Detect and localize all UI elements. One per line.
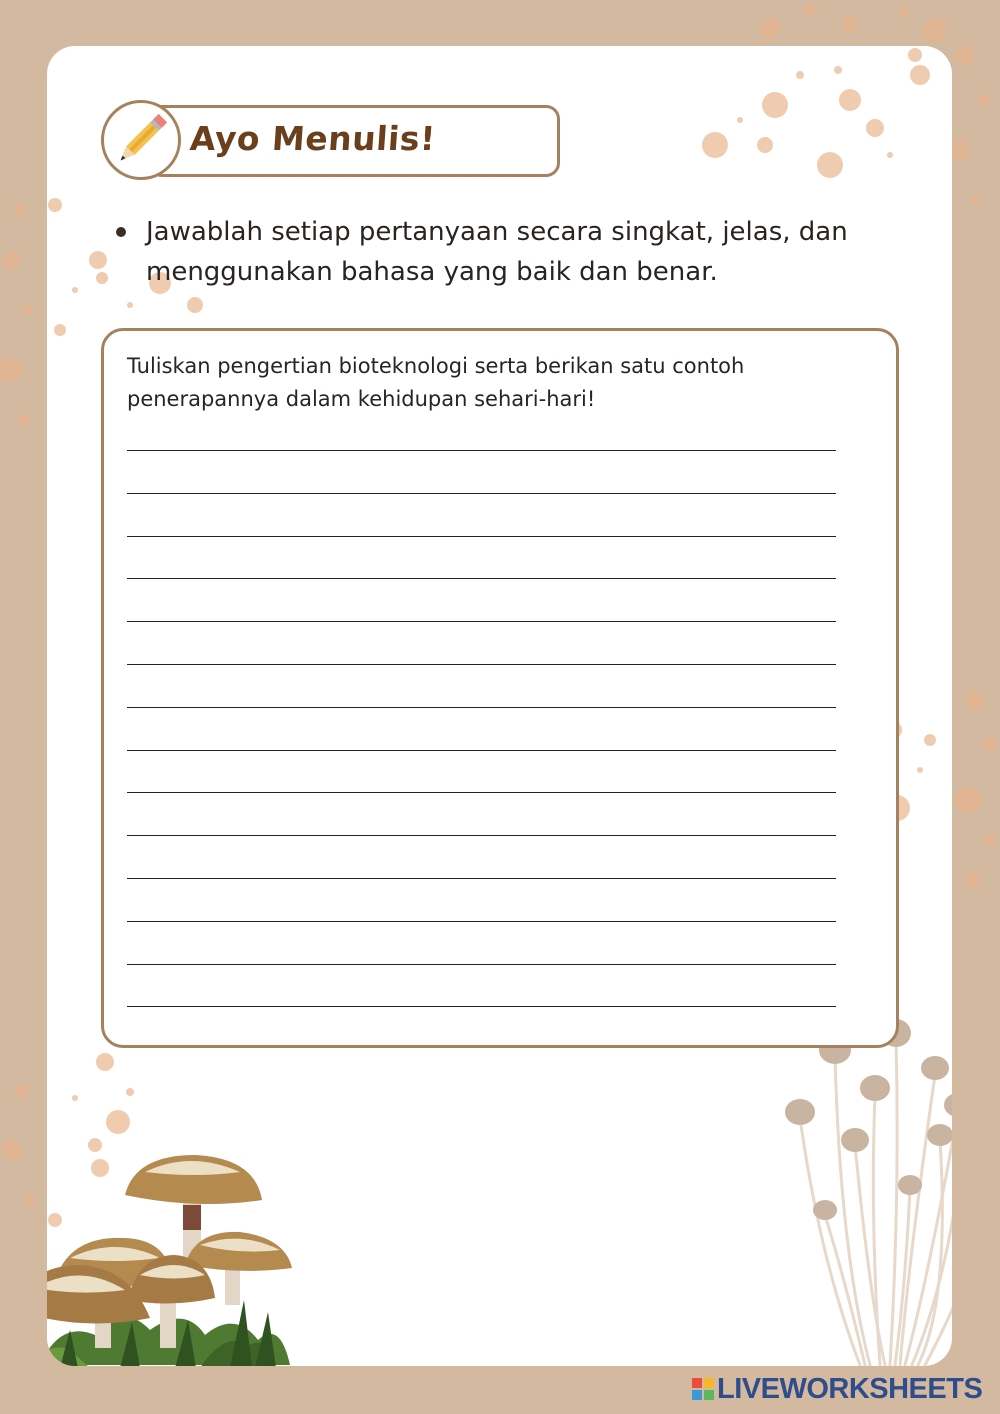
answer-line[interactable]	[127, 578, 836, 579]
answer-line[interactable]	[127, 450, 836, 451]
confetti-dots-bottom-left	[48, 1053, 134, 1227]
liveworksheets-logo-icon	[692, 1378, 714, 1400]
answer-line[interactable]	[127, 621, 836, 622]
instruction-bullet	[116, 227, 126, 237]
answer-box	[101, 328, 899, 1048]
pencil-icon	[104, 103, 178, 177]
answer-line[interactable]	[127, 664, 836, 665]
answer-line[interactable]	[127, 750, 836, 751]
answer-line[interactable]	[127, 878, 836, 879]
page-title: Ayo Menulis!	[188, 119, 437, 158]
answer-line[interactable]	[127, 707, 836, 708]
answer-line[interactable]	[127, 536, 836, 537]
answer-line[interactable]	[127, 835, 836, 836]
instruction-text: Jawablah setiap pertanyaan secara singkat, jelas, dan menggunakan bahasa yang baik dan benar.	[146, 217, 848, 287]
pencil-badge	[101, 100, 181, 180]
answer-line[interactable]	[127, 1006, 836, 1007]
liveworksheets-watermark	[692, 1371, 982, 1407]
confetti-dots-top-right	[702, 48, 930, 178]
question-text: Tuliskan pengertian bioteknologi serta berikan satu contoh penerapannya dalam kehidupan sehari-hari!	[127, 354, 745, 411]
watermark-text: LIVEWORKSHEETS	[717, 1373, 983, 1405]
answer-line[interactable]	[127, 921, 836, 922]
answer-line[interactable]	[127, 493, 836, 494]
answer-line[interactable]	[127, 964, 836, 965]
answer-line[interactable]	[127, 792, 836, 793]
mushroom-cluster-illustration	[47, 1155, 292, 1366]
